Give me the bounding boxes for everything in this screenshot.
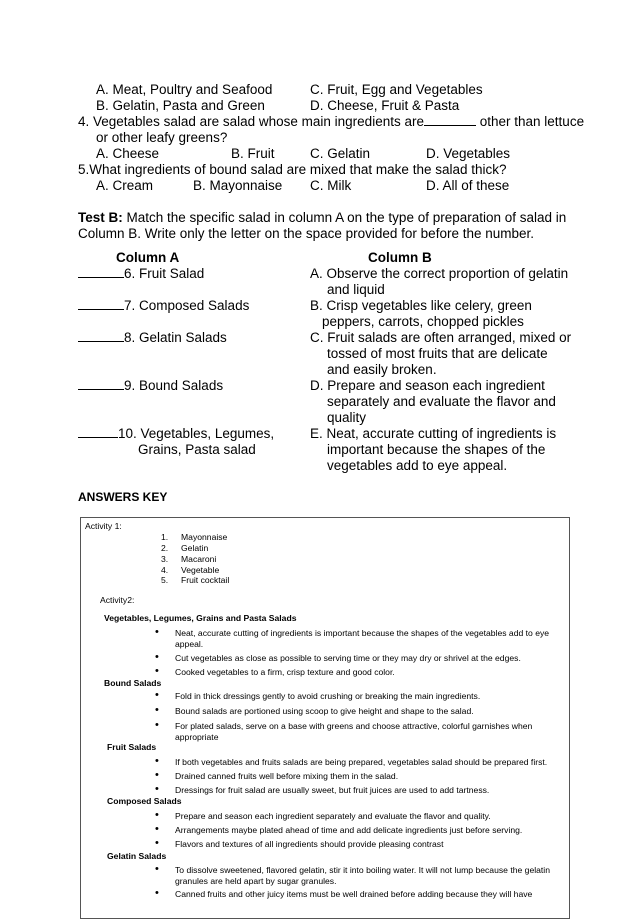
answer-blank[interactable]	[78, 266, 124, 278]
bullet-icon: •	[155, 769, 159, 781]
test-b-instructions-line2: Column B. Write only the letter on the space provided for before the number.	[78, 226, 535, 241]
activity1-label: Activity 1:	[85, 521, 122, 531]
column-b-item-continued: and liquid	[327, 282, 385, 297]
bullet-text: Cooked vegetables to a firm, crisp texture and good color.	[175, 667, 395, 677]
column-a-item-label: 6. Fruit Salad	[124, 266, 205, 281]
bullet-text: Drained canned fruits well before mixing them in the salad.	[175, 771, 399, 781]
bullet-icon: •	[155, 665, 159, 677]
column-b-item-continued: important because the shapes of the	[327, 442, 546, 457]
column-a-item-label: 7. Composed Salads	[124, 298, 250, 313]
bullet-icon: •	[155, 651, 159, 663]
q5-option-b: B. Mayonnaise	[193, 178, 283, 193]
activity1-answer: Macaroni	[181, 554, 217, 564]
q3-option-b: B. Gelatin, Pasta and Green	[96, 98, 265, 113]
section-heading: Fruit Salads	[107, 742, 157, 752]
q4-option-c: C. Gelatin	[310, 146, 371, 161]
bullet-icon: •	[155, 719, 159, 731]
bullet-text: If both vegetables and fruits salads are being prepared, vegetables salad should be prepared first.	[175, 757, 548, 767]
activity1-answer: Mayonnaise	[181, 532, 228, 542]
q5-option-d: D. All of these	[426, 178, 510, 193]
bullet-text: Cut vegetables as close as possible to serving time or they may dry or shrivel at the edges.	[175, 653, 521, 663]
bullet-text-continued: granules are held apart by sugar granules.	[175, 876, 337, 886]
activity2-label: Activity2:	[100, 595, 135, 605]
column-b-item-continued: peppers, carrots, chopped pickles	[322, 314, 524, 329]
column-b-item: C. Fruit salads are often arranged, mixed or	[310, 330, 572, 345]
column-a-item-label: 9. Bound Salads	[124, 378, 224, 393]
answer-blank[interactable]	[78, 298, 124, 310]
column-a-item-label: 10. Vegetables, Legumes,	[118, 426, 275, 441]
column-b-header: Column B	[368, 250, 432, 265]
activity1-number: 3.	[161, 554, 169, 564]
q5-option-c: C. Milk	[310, 178, 352, 193]
bullet-icon: •	[155, 783, 159, 795]
q4-stem-line2: or other leafy greens?	[96, 130, 228, 145]
column-b-item-continued: tossed of most fruits that are delicate	[327, 346, 548, 361]
activity1-number: 4.	[161, 565, 169, 575]
test-b-instructions-line1: Match the specific salad in column A on the type of preparation of salad in	[126, 210, 567, 225]
q4-option-a: A. Cheese	[96, 146, 160, 161]
bullet-text-continued: appropriate	[175, 732, 219, 742]
bullet-icon: •	[155, 837, 159, 849]
bullet-icon: •	[155, 689, 159, 701]
section-heading: Bound Salads	[104, 678, 162, 688]
answer-blank	[424, 114, 476, 126]
column-a-item-label: 8. Gelatin Salads	[124, 330, 227, 345]
bullet-icon: •	[155, 809, 159, 821]
bullet-icon: •	[155, 626, 159, 638]
column-a-header: Column A	[116, 250, 180, 265]
section-heading: Gelatin Salads	[107, 851, 167, 861]
activity1-answer: Fruit cocktail	[181, 575, 230, 585]
answer-blank[interactable]	[78, 378, 124, 390]
bullet-text: Arrangements maybe plated ahead of time and add delicate ingredients just before serving.	[175, 825, 523, 835]
q4-option-b: B. Fruit	[231, 146, 275, 161]
answers-key-title: ANSWERS KEY	[78, 490, 168, 504]
column-a-item	[78, 266, 204, 282]
q3-option-a: A. Meat, Poultry and Seafood	[96, 82, 273, 97]
q3-option-d: D. Cheese, Fruit & Pasta	[310, 98, 460, 113]
activity1-answer: Vegetable	[181, 565, 220, 575]
q3-option-c: C. Fruit, Egg and Vegetables	[310, 82, 483, 97]
q4-stem	[78, 114, 584, 130]
bullet-text: Bound salads are portioned using scoop to give height and shape to the salad.	[175, 706, 474, 716]
q4-option-d: D. Vegetables	[426, 146, 511, 161]
bullet-text: For plated salads, serve on a base with greens and choose attractive, colorful garnishes when	[175, 721, 533, 731]
bullet-text: To dissolve sweetened, flavored gelatin, stir it into boiling water. It will not lump because the gelatin	[175, 865, 550, 875]
q5-stem: 5.What ingredients of bound salad are mixed that make the salad thick?	[78, 162, 507, 177]
activity1-number: 1.	[161, 532, 169, 542]
column-a-item	[78, 298, 249, 314]
column-b-item: E. Neat, accurate cutting of ingredients is	[310, 426, 557, 441]
bullet-text-continued: appeal.	[175, 639, 204, 649]
section-heading: Composed Salads	[107, 796, 182, 806]
bullet-text: Dressings for fruit salad are usually sweet, but fruit juices are used to add tartness.	[175, 785, 490, 795]
column-b-item: B. Crisp vegetables like celery, green	[310, 298, 532, 313]
test-b-instructions	[78, 210, 566, 226]
section-heading: Vegetables, Legumes, Grains and Pasta Salads	[104, 613, 297, 623]
column-a-item	[78, 378, 223, 394]
answer-blank[interactable]	[78, 330, 124, 342]
bullet-text: Prepare and season each ingredient separately and evaluate the flavor and quality.	[175, 811, 491, 821]
column-b-item-continued: quality	[327, 410, 367, 425]
bullet-icon: •	[155, 863, 159, 875]
column-b-item-continued: and easily broken.	[327, 362, 437, 377]
column-a-item	[78, 330, 227, 346]
column-b-item: A. Observe the correct proportion of gelatin	[310, 266, 569, 281]
activity1-answer: Gelatin	[181, 543, 209, 553]
bullet-icon: •	[155, 755, 159, 767]
column-b-item-continued: vegetables add to eye appeal.	[327, 458, 508, 473]
q5-option-a: A. Cream	[96, 178, 154, 193]
bullet-icon: •	[155, 704, 159, 716]
column-b-item-continued: separately and evaluate the flavor and	[327, 394, 556, 409]
column-a-item-continued: Grains, Pasta salad	[138, 442, 256, 457]
bullet-icon: •	[155, 823, 159, 835]
bullet-icon: •	[155, 887, 159, 899]
bullet-text: Fold in thick dressings gently to avoid crushing or breaking the main ingredients.	[175, 691, 481, 701]
bullet-text: Flavors and textures of all ingredients should provide pleasing contrast	[175, 839, 444, 849]
test-b-label: Test B:	[78, 210, 123, 225]
activity1-number: 5.	[161, 575, 169, 585]
activity1-number: 2.	[161, 543, 169, 553]
column-b-item: D. Prepare and season each ingredient	[310, 378, 545, 393]
q4-stem-text: 4. Vegetables salad are salad whose main ingredients are	[78, 114, 424, 129]
answer-blank[interactable]	[78, 426, 118, 438]
column-a-item	[78, 426, 274, 442]
bullet-text: Canned fruits and other juicy items must be well drained before adding because they will have	[175, 889, 533, 899]
q4-stem-text-end: other than lettuce	[479, 114, 585, 129]
bullet-text: Neat, accurate cutting of ingredients is important because the shapes of the vegetables add to eye	[175, 628, 550, 638]
